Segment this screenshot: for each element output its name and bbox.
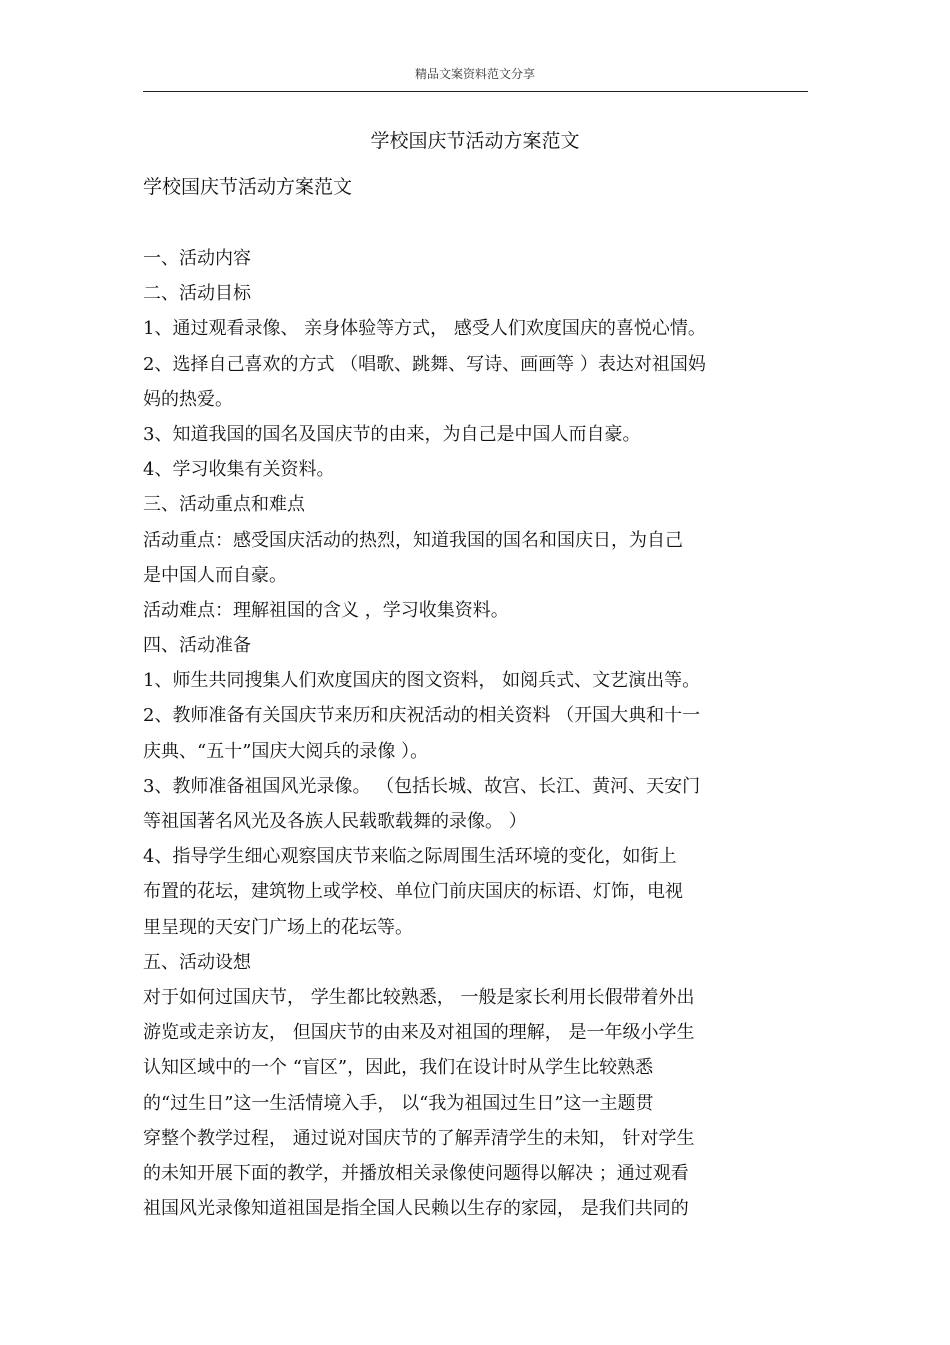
body-line: 庆典、“五十”国庆大阅兵的录像 ）。 bbox=[143, 740, 429, 762]
document-subtitle: 学校国庆节活动方案范文 bbox=[143, 176, 353, 198]
body-line: 四、活动准备 bbox=[143, 635, 251, 657]
body-line: 游览或走亲访友， 但国庆节的由来及对祖国的理解， 是一年级小学生 bbox=[143, 1022, 695, 1044]
body-line: 祖国风光录像知道祖国是指全国人民赖以生存的家园， 是我们共同的 bbox=[143, 1198, 689, 1220]
body-line: 三、活动重点和难点 bbox=[143, 494, 305, 516]
body-line: 1、通过观看录像、 亲身体验等方式， 感受人们欢度国庆的喜悦心情。 bbox=[143, 318, 706, 340]
body-line: 2、选择自己喜欢的方式 （唱歌、跳舞、写诗、画画等 ）表达对祖国妈 bbox=[143, 353, 706, 375]
body-line: 五、活动设想 bbox=[143, 951, 251, 973]
body-line: 3、教师准备祖国风光录像。 （包括长城、故宫、长江、黄河、天安门 bbox=[143, 775, 701, 797]
body-line: 是中国人而自豪。 bbox=[143, 564, 287, 586]
body-line: 一、活动内容 bbox=[143, 248, 251, 269]
header-divider bbox=[143, 91, 808, 92]
body-line: 4、学习收集有关资料。 bbox=[143, 459, 335, 481]
body-line: 布置的花坛，建筑物上或学校、单位门前庆国庆的标语、灯饰，电视 bbox=[143, 881, 683, 903]
body-line: 4、指导学生细心观察国庆节来临之际周围生活环境的变化，如街上 bbox=[143, 846, 677, 868]
body-line: 等祖国著名风光及各族人民载歌载舞的录像。 ） bbox=[143, 811, 527, 832]
document-body bbox=[143, 246, 813, 1231]
body-line: 活动难点：理解祖国的含义 ，学习收集资料。 bbox=[143, 599, 509, 621]
body-line: 2、教师准备有关国庆节来历和庆祝活动的相关资料 （开国大典和十一 bbox=[143, 705, 701, 727]
body-line: 二、活动目标 bbox=[143, 283, 251, 305]
body-line: 认知区域中的一个 “盲区”，因此，我们在设计时从学生比较熟悉 bbox=[143, 1057, 654, 1079]
page-header: 精品文案资料范文分享 bbox=[414, 67, 535, 81]
body-line: 里呈现的天安门广场上的花坛等。 bbox=[143, 916, 413, 938]
body-line: 对于如何过国庆节， 学生都比较熟悉， 一般是家长利用长假带着外出 bbox=[143, 986, 695, 1008]
body-line: 1、师生共同搜集人们欢度国庆的图文资料， 如阅兵式、文艺演出等。 bbox=[143, 670, 701, 692]
body-line: 妈的热爱。 bbox=[143, 388, 233, 410]
body-line: 的未知开展下面的教学，并播放相关录像使问题得以解决 ；通过观看 bbox=[143, 1162, 689, 1184]
body-line: 的“过生日”这一生活情境入手， 以“我为祖国过生日”这一主题贯 bbox=[143, 1092, 654, 1114]
body-line: 穿整个教学过程， 通过说对国庆节的了解弄清学生的未知， 针对学生 bbox=[143, 1127, 695, 1149]
document-title: 学校国庆节活动方案范文 bbox=[370, 130, 580, 152]
body-line: 3、知道我国的国名及国庆节的由来，为自己是中国人而自豪。 bbox=[143, 423, 641, 445]
body-line: 活动重点：感受国庆活动的热烈，知道我国的国名和国庆日，为自己 bbox=[143, 529, 683, 551]
